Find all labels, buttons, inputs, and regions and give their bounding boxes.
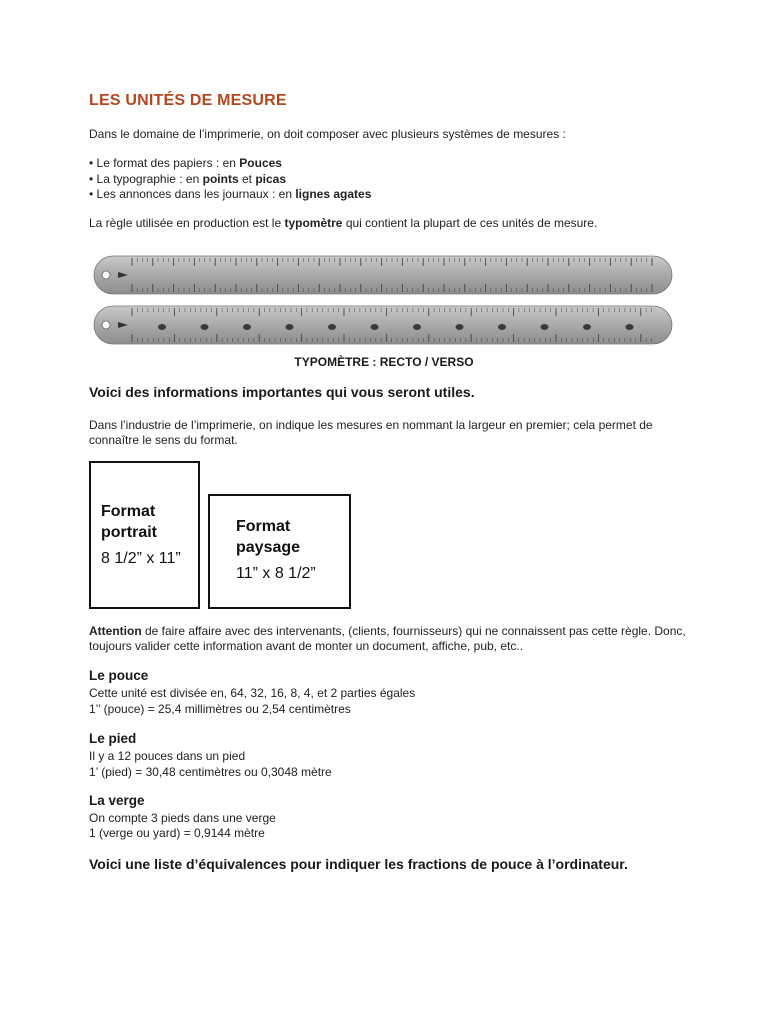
format-portrait-type: portrait xyxy=(101,524,157,541)
format-paysage-box xyxy=(208,494,351,609)
units-list xyxy=(89,156,371,203)
verge-line-2: 1 (verge ou yard) = 0,9144 mètre xyxy=(89,826,265,840)
pied-line-2: 1’ (pied) = 30,48 centimètres ou 0,3048 mètre xyxy=(89,765,332,779)
typometre-sentence: La règle utilisée en production est le typomètre qui contient la plupart de ces unités de mesure. xyxy=(89,216,598,230)
pied-heading: Le pied xyxy=(89,731,137,746)
list-item: • La typographie : en points et picas xyxy=(89,171,286,186)
format-paysage-type: paysage xyxy=(236,539,301,556)
verge-line-1: On compte 3 pieds dans une verge xyxy=(89,811,276,825)
ruler-verso xyxy=(94,306,672,344)
pouce-line-2: 1’’ (pouce) = 25,4 millimètres ou 2,54 centimètres xyxy=(89,702,351,716)
format-paysage-dims: 11” x 8 1/2” xyxy=(236,565,316,582)
equivalences-heading: Voici une liste d’équivalences pour indiquer les fractions de pouce à l’ordinateur. xyxy=(89,856,628,872)
pied-line-1: Il y a 12 pouces dans un pied xyxy=(89,749,246,763)
ruler-recto xyxy=(94,256,672,294)
ruler-caption: TYPOMÈTRE : RECTO / VERSO xyxy=(294,355,474,369)
info-heading: Voici des informations importantes qui vous seront utiles. xyxy=(89,384,475,400)
pouce-line-1: Cette unité est divisée en, 64, 32, 16, 8, 4, et 2 parties égales xyxy=(89,686,416,700)
format-paysage-label: Format xyxy=(236,518,291,535)
intro-text: Dans le domaine de l’imprimerie, on doit composer avec plusieurs systèmes de mesures : xyxy=(89,127,566,141)
list-item: • Le format des papiers : en Pouces xyxy=(89,156,282,170)
attention-paragraph: Attention de faire affaire avec des intervenants, (clients, fournisseurs) qui ne connaissent pas cette règle. Donc, toujours valider cette information avant de monter un document, affiche, pub, etc.. xyxy=(89,624,686,653)
page-title: LES UNITÉS DE MESURE xyxy=(89,92,287,109)
list-item: • Les annonces dans les journaux : en lignes agates xyxy=(89,187,372,201)
typometre-ruler-image xyxy=(92,250,682,350)
pouce-heading: Le pouce xyxy=(89,668,149,683)
format-portrait-label: Format xyxy=(101,503,156,520)
format-portrait-dims: 8 1/2” x 11” xyxy=(101,550,181,567)
format-portrait-box xyxy=(89,461,200,609)
info-paragraph: Dans l’industrie de l’imprimerie, on indique les mesures en nommant la largeur en premier; cela permet de connaître le sens du format. xyxy=(89,418,653,447)
verge-heading: La verge xyxy=(89,793,145,808)
